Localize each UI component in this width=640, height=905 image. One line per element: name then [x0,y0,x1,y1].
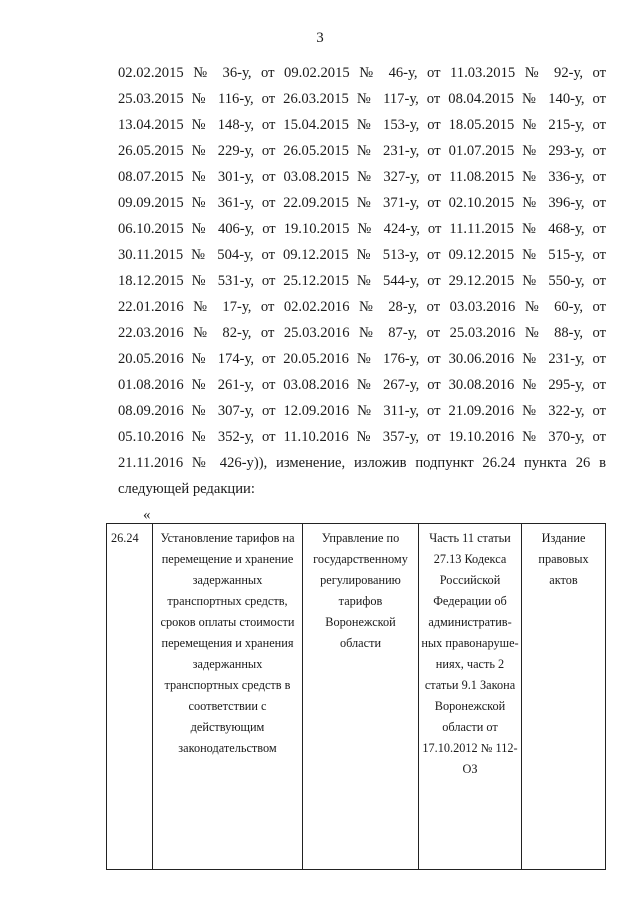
text-line: 01.08.2016 № 261-у, от 03.08.2016 № 267-у, от 30.08.2016 № 295-у, от [118,377,606,393]
text-line: 05.10.2016 № 352-у, от 11.10.2016 № 357-у, от 19.10.2016 № 370-у, от [118,429,606,445]
text-line: 09.09.2015 № 361-у, от 22.09.2015 № 371-у, от 02.10.2015 № 396-у, от [118,195,606,211]
text-line: 18.12.2015 № 531-у, от 25.12.2015 № 544-у, от 29.12.2015 № 550-у, от [118,273,606,289]
opening-quote-mark: « [143,507,151,523]
text-line: 13.04.2015 № 148-у, от 15.04.2015 № 153-у, от 18.05.2015 № 215-у, от [118,117,606,133]
text-line: 21.11.2016 № 426-у)), изменение, изложив подпункт 26.24 пункта 26 в [118,455,606,471]
text-line: 02.02.2015 № 36-у, от 09.02.2015 № 46-у, от 11.03.2015 № 92-у, от [118,65,606,81]
cell-result: Издание правовых актов [522,524,606,870]
text-line: следующей редакции: [118,481,255,497]
text-line: 08.07.2015 № 301-у, от 03.08.2015 № 327-у, от 11.08.2015 № 336-у, от [118,169,606,185]
amendment-table [106,523,606,870]
cell-legal-basis: Часть 11 статьи 27.13 Кодекса Российской Федерации об административ-ных правонаруше-ниях, часть 2 статьи 9.1 Закона Воронежской области от 17.10.2012 № 112-ОЗ [419,524,522,870]
text-line: 08.09.2016 № 307-у, от 12.09.2016 № 311-у, от 21.09.2016 № 322-у, от [118,403,606,419]
table-row [107,524,606,870]
page-number: 3 [316,30,324,46]
cell-number: 26.24 [107,524,153,870]
text-line: 06.10.2015 № 406-у, от 19.10.2015 № 424-у, от 11.11.2015 № 468-у, от [118,221,606,237]
text-line: 20.05.2016 № 174-у, от 20.05.2016 № 176-у, от 30.06.2016 № 231-у, от [118,351,606,367]
text-line: 25.03.2015 № 116-у, от 26.03.2015 № 117-у, от 08.04.2015 № 140-у, от [118,91,606,107]
cell-service: Установление тарифов на перемещение и хранение задержанных транспортных средств, сроков оплаты стоимости перемещения и хранения задержанных транспортных средств в соответствии с действующим законодательством [153,524,303,870]
text-line: 22.01.2016 № 17-у, от 02.02.2016 № 28-у, от 03.03.2016 № 60-у, от [118,299,606,315]
body-text [118,60,606,502]
text-line: 26.05.2015 № 229-у, от 26.05.2015 № 231-у, от 01.07.2015 № 293-у, от [118,143,606,159]
text-line: 22.03.2016 № 82-у, от 25.03.2016 № 87-у, от 25.03.2016 № 88-у, от [118,325,606,341]
text-line: 30.11.2015 № 504-у, от 09.12.2015 № 513-у, от 09.12.2015 № 515-у, от [118,247,606,263]
cell-authority: Управление по государственному регулированию тарифов Воронежской области [303,524,419,870]
